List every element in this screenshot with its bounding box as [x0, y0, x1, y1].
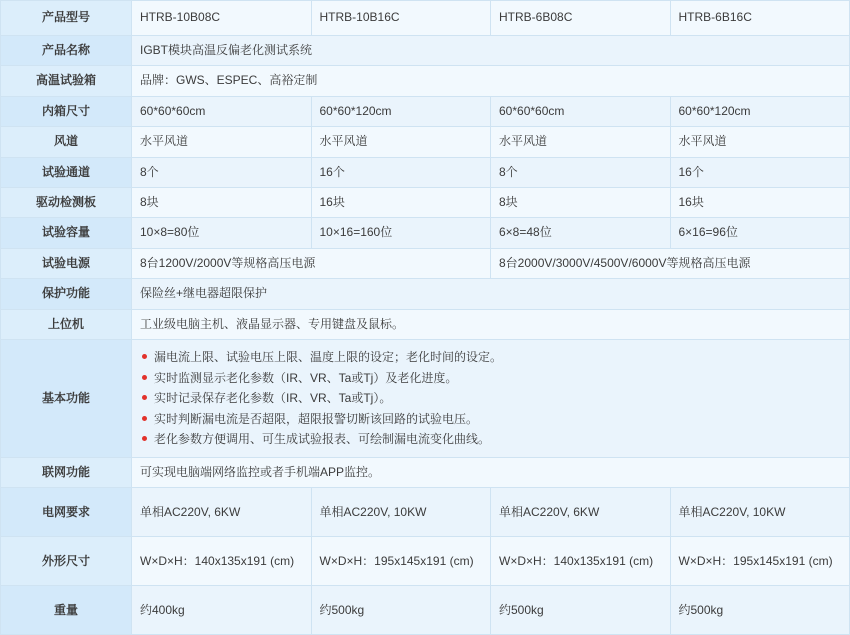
- row-label-test-channel: 试验通道: [1, 157, 132, 187]
- cell-weight-3: 约500kg: [491, 586, 671, 635]
- row-label-inner-size: 内箱尺寸: [1, 96, 132, 126]
- table-row: [1, 157, 850, 187]
- cell-capacity-3: 6×8=48位: [491, 218, 671, 248]
- table-row: [1, 279, 850, 309]
- row-label-protection: 保护功能: [1, 279, 132, 309]
- cell-airduct-1: 水平风道: [132, 127, 312, 157]
- list-item: 漏电流上限、试验电压上限、温度上限的设定；老化时间的设定。: [140, 348, 841, 367]
- table-row: [1, 586, 850, 635]
- cell-grid-1: 单相AC220V, 6KW: [132, 488, 312, 537]
- cell-grid-3: 单相AC220V, 6KW: [491, 488, 671, 537]
- cell-driver-board-2: 16块: [311, 187, 491, 217]
- cell-protection: 保险丝+继电器超限保护: [132, 279, 850, 309]
- row-label-chamber: 高温试验箱: [1, 66, 132, 96]
- table-row: [1, 36, 850, 66]
- row-label-basic-function: 基本功能: [1, 339, 132, 457]
- table-row: [1, 1, 850, 36]
- row-label-capacity: 试验容量: [1, 218, 132, 248]
- cell-basic-function: [132, 339, 850, 457]
- table-row: [1, 457, 850, 487]
- cell-capacity-4: 6×16=96位: [670, 218, 850, 248]
- row-label-airduct: 风道: [1, 127, 132, 157]
- cell-dimensions-4: W×D×H：195x145x191 (cm): [670, 537, 850, 586]
- table-row: [1, 66, 850, 96]
- cell-airduct-2: 水平风道: [311, 127, 491, 157]
- cell-weight-4: 约500kg: [670, 586, 850, 635]
- cell-dimensions-3: W×D×H：140x135x191 (cm): [491, 537, 671, 586]
- row-label-test-power: 试验电源: [1, 248, 132, 278]
- cell-inner-size-1: 60*60*60cm: [132, 96, 312, 126]
- cell-model-1: HTRB-10B08C: [132, 1, 312, 36]
- list-item: 实时记录保存老化参数（IR、VR、Ta或Tj）。: [140, 389, 841, 408]
- cell-test-power-2: 8台2000V/3000V/4500V/6000V等规格高压电源: [491, 248, 850, 278]
- cell-grid-2: 单相AC220V, 10KW: [311, 488, 491, 537]
- cell-test-channel-1: 8个: [132, 157, 312, 187]
- table-row: [1, 218, 850, 248]
- table-row: [1, 248, 850, 278]
- cell-model-3: HTRB-6B08C: [491, 1, 671, 36]
- list-item: 老化参数方便调用、可生成试验报表、可绘制漏电流变化曲线。: [140, 430, 841, 449]
- cell-host-computer: 工业级电脑主机、液晶显示器、专用键盘及鼠标。: [132, 309, 850, 339]
- cell-test-channel-3: 8个: [491, 157, 671, 187]
- table-row: [1, 187, 850, 217]
- cell-model-2: HTRB-10B16C: [311, 1, 491, 36]
- cell-driver-board-1: 8块: [132, 187, 312, 217]
- cell-capacity-1: 10×8=80位: [132, 218, 312, 248]
- row-label-model: 产品型号: [1, 1, 132, 36]
- list-item: 实时监测显示老化参数（IR、VR、Ta或Tj）及老化进度。: [140, 369, 841, 388]
- row-label-dimensions: 外形尺寸: [1, 537, 132, 586]
- cell-airduct-3: 水平风道: [491, 127, 671, 157]
- table-row-basic-function: [1, 339, 850, 457]
- cell-product-name: IGBT模块高温反偏老化测试系统: [132, 36, 850, 66]
- cell-grid-4: 单相AC220V, 10KW: [670, 488, 850, 537]
- cell-test-channel-4: 16个: [670, 157, 850, 187]
- cell-inner-size-4: 60*60*120cm: [670, 96, 850, 126]
- row-label-product-name: 产品名称: [1, 36, 132, 66]
- cell-capacity-2: 10×16=160位: [311, 218, 491, 248]
- cell-test-power-1: 8台1200V/2000V等规格高压电源: [132, 248, 491, 278]
- table-row: [1, 96, 850, 126]
- table-row: [1, 488, 850, 537]
- cell-inner-size-3: 60*60*60cm: [491, 96, 671, 126]
- cell-model-4: HTRB-6B16C: [670, 1, 850, 36]
- cell-weight-2: 约500kg: [311, 586, 491, 635]
- row-label-network: 联网功能: [1, 457, 132, 487]
- cell-weight-1: 约400kg: [132, 586, 312, 635]
- cell-inner-size-2: 60*60*120cm: [311, 96, 491, 126]
- cell-dimensions-2: W×D×H：195x145x191 (cm): [311, 537, 491, 586]
- row-label-host-computer: 上位机: [1, 309, 132, 339]
- row-label-grid-requirement: 电网要求: [1, 488, 132, 537]
- cell-airduct-4: 水平风道: [670, 127, 850, 157]
- cell-chamber: 品牌：GWS、ESPEC、高裕定制: [132, 66, 850, 96]
- table-row: [1, 309, 850, 339]
- cell-driver-board-3: 8块: [491, 187, 671, 217]
- cell-network: 可实现电脑端网络监控或者手机端APP监控。: [132, 457, 850, 487]
- basic-function-list: [140, 348, 841, 449]
- table-row: [1, 127, 850, 157]
- cell-dimensions-1: W×D×H：140x135x191 (cm): [132, 537, 312, 586]
- table-row: [1, 537, 850, 586]
- row-label-driver-board: 驱动检测板: [1, 187, 132, 217]
- row-label-weight: 重量: [1, 586, 132, 635]
- cell-driver-board-4: 16块: [670, 187, 850, 217]
- cell-test-channel-2: 16个: [311, 157, 491, 187]
- list-item: 实时判断漏电流是否超限，超限报警切断该回路的试验电压。: [140, 410, 841, 429]
